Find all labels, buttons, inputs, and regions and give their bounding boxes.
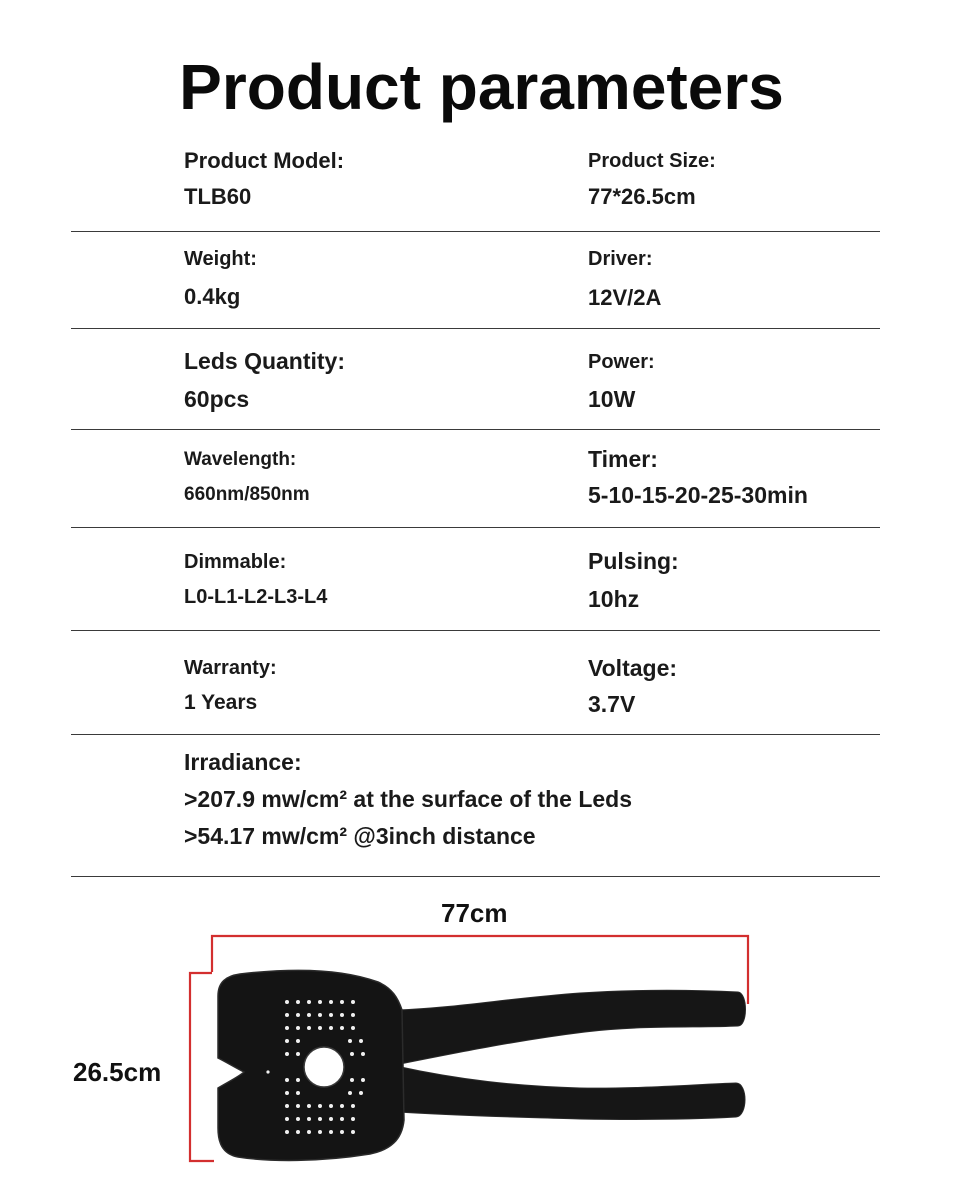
voltage-value: 3.7V: [588, 691, 636, 717]
driver-value: 12V/2A: [588, 285, 662, 310]
pulsing-label: Pulsing:: [588, 548, 679, 574]
driver-label: Driver:: [588, 248, 653, 270]
leds-quantity-value: 60pcs: [184, 386, 250, 412]
upper-strap: [398, 990, 746, 1064]
power-value: 10W: [588, 386, 636, 412]
voltage-label: Voltage:: [588, 655, 678, 681]
timer-value: 5-10-15-20-25-30min: [588, 482, 808, 508]
wavelength-label: Wavelength:: [184, 449, 297, 470]
warranty-value: 1 Years: [184, 691, 258, 714]
weight-label: Weight:: [184, 248, 257, 270]
pulsing-value: 10hz: [588, 586, 640, 612]
patella-hole: [304, 1047, 344, 1087]
width-dimension-label: 77cm: [441, 898, 508, 928]
wavelength-value: 660nm/850nm: [184, 484, 310, 505]
irradiance-distance-value: >54.17 mw/cm² @3inch distance: [184, 823, 536, 849]
height-measure-line: [190, 973, 214, 1161]
dimmable-value: L0-L1-L2-L3-L4: [184, 586, 328, 608]
product-size-label: Product Size:: [588, 150, 716, 172]
weight-value: 0.4kg: [184, 284, 241, 309]
leds-quantity-label: Leds Quantity:: [184, 348, 346, 374]
height-dimension-label: 26.5cm: [73, 1057, 162, 1087]
dimmable-label: Dimmable:: [184, 551, 287, 573]
irradiance-label: Irradiance:: [184, 749, 302, 775]
timer-label: Timer:: [588, 446, 658, 472]
product-model-value: TLB60: [184, 184, 252, 209]
warranty-label: Warranty:: [184, 657, 277, 679]
product-size-value: 77*26.5cm: [588, 184, 696, 209]
lower-strap: [396, 1066, 745, 1119]
power-label: Power:: [588, 351, 655, 373]
irradiance-surface-value: >207.9 mw/cm² at the surface of the Leds: [184, 786, 633, 812]
product-model-label: Product Model:: [184, 148, 345, 173]
page-title: Product parameters: [179, 51, 784, 123]
